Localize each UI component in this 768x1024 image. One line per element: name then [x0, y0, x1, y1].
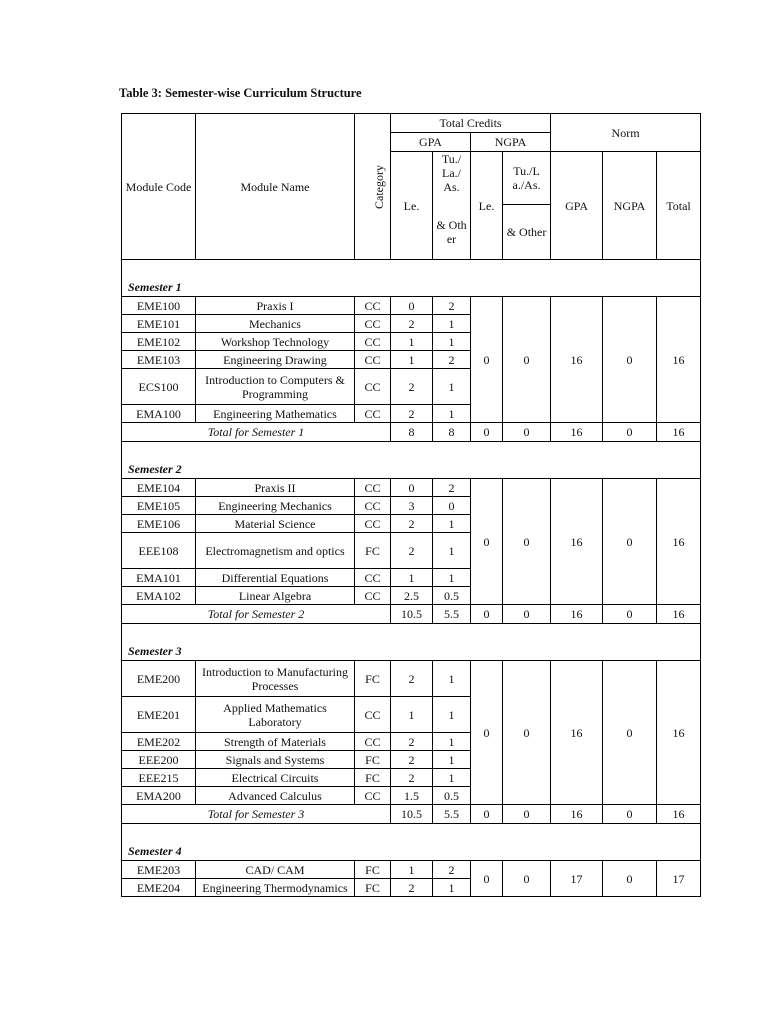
- module-name: Signals and Systems: [196, 751, 355, 769]
- gpa-tu-credits: 1: [433, 569, 471, 587]
- header-gpa-tu-other: & Oth er: [433, 205, 471, 260]
- module-name: Praxis II: [196, 479, 355, 497]
- total-norm-total: 16: [657, 423, 701, 442]
- module-category: FC: [355, 769, 391, 787]
- curriculum-table: [121, 113, 701, 897]
- total-norm-total: 16: [657, 605, 701, 624]
- header-ngpa-tu: Tu./L a./As.: [503, 152, 551, 205]
- norm-gpa-value: 17: [551, 861, 603, 897]
- module-name: Linear Algebra: [196, 587, 355, 605]
- module-code: EME202: [122, 733, 196, 751]
- module-code: EME204: [122, 879, 196, 897]
- module-code: EME105: [122, 497, 196, 515]
- header-ngpa-le: Le.: [471, 152, 503, 260]
- total-norm-gpa: 16: [551, 805, 603, 824]
- gpa-tu-credits: 2: [433, 351, 471, 369]
- module-code: EME203: [122, 861, 196, 879]
- gpa-tu-credits: 1: [433, 661, 471, 697]
- module-category: CC: [355, 479, 391, 497]
- gpa-le-credits: 0: [391, 297, 433, 315]
- header-module-code: Module Code: [122, 114, 196, 260]
- total-ngpa-tu: 0: [503, 423, 551, 442]
- module-category: CC: [355, 497, 391, 515]
- semester-total-label: Total for Semester 3: [122, 805, 391, 824]
- module-name: Strength of Materials: [196, 733, 355, 751]
- ngpa-le-credits: 0: [471, 861, 503, 897]
- norm-ngpa-value: 0: [603, 861, 657, 897]
- header-norm-total: Total: [657, 152, 701, 260]
- gpa-le-credits: 3: [391, 497, 433, 515]
- semester-heading-row: [122, 442, 701, 479]
- module-name: Engineering Mechanics: [196, 497, 355, 515]
- gpa-tu-credits: 1: [433, 405, 471, 423]
- module-row: [122, 861, 701, 879]
- module-code: EME103: [122, 351, 196, 369]
- module-category: CC: [355, 587, 391, 605]
- module-code: EEE108: [122, 533, 196, 569]
- semester-heading-row: [122, 260, 701, 297]
- norm-gpa-value: 16: [551, 479, 603, 605]
- table-header: [122, 114, 701, 260]
- semester-title: Semester 2: [122, 442, 701, 479]
- total-gpa-tu: 8: [433, 423, 471, 442]
- gpa-le-credits: 1: [391, 569, 433, 587]
- gpa-tu-credits: 1: [433, 333, 471, 351]
- ngpa-tu-credits: 0: [503, 479, 551, 605]
- header-norm-gpa: GPA: [551, 152, 603, 260]
- module-category: FC: [355, 661, 391, 697]
- module-code: EME102: [122, 333, 196, 351]
- module-code: EME106: [122, 515, 196, 533]
- total-norm-gpa: 16: [551, 423, 603, 442]
- total-ngpa-le: 0: [471, 423, 503, 442]
- semester-title: Semester 1: [122, 260, 701, 297]
- norm-total-value: 16: [657, 479, 701, 605]
- total-gpa-tu: 5.5: [433, 805, 471, 824]
- module-category: FC: [355, 861, 391, 879]
- table-caption: Table 3: Semester-wise Curriculum Structure: [119, 86, 362, 100]
- module-code: EME101: [122, 315, 196, 333]
- module-name: CAD/ CAM: [196, 861, 355, 879]
- module-name: Electromagnetism and optics: [196, 533, 355, 569]
- total-norm-gpa: 16: [551, 605, 603, 624]
- module-category: CC: [355, 515, 391, 533]
- semester-total-row: [122, 805, 701, 824]
- module-category: CC: [355, 787, 391, 805]
- gpa-le-credits: 2: [391, 315, 433, 333]
- total-norm-total: 16: [657, 805, 701, 824]
- gpa-le-credits: 1: [391, 861, 433, 879]
- header-norm-ngpa: NGPA: [603, 152, 657, 260]
- total-gpa-le: 8: [391, 423, 433, 442]
- module-name: Applied Mathematics Laboratory: [196, 697, 355, 733]
- module-category: CC: [355, 315, 391, 333]
- gpa-tu-credits: 1: [433, 369, 471, 405]
- module-category: CC: [355, 351, 391, 369]
- total-ngpa-tu: 0: [503, 605, 551, 624]
- ngpa-le-credits: 0: [471, 297, 503, 423]
- semester-heading-row: [122, 624, 701, 661]
- total-norm-ngpa: 0: [603, 423, 657, 442]
- header-module-name: Module Name: [196, 114, 355, 260]
- module-name: Praxis I: [196, 297, 355, 315]
- semester-title: Semester 3: [122, 624, 701, 661]
- module-code: EME100: [122, 297, 196, 315]
- norm-gpa-value: 16: [551, 661, 603, 805]
- module-name: Differential Equations: [196, 569, 355, 587]
- module-category: CC: [355, 333, 391, 351]
- module-category: CC: [355, 569, 391, 587]
- gpa-tu-credits: 1: [433, 733, 471, 751]
- gpa-le-credits: 2: [391, 879, 433, 897]
- module-category: CC: [355, 697, 391, 733]
- semester-total-label: Total for Semester 1: [122, 423, 391, 442]
- gpa-tu-credits: 0.5: [433, 587, 471, 605]
- module-name: Workshop Technology: [196, 333, 355, 351]
- gpa-tu-credits: 2: [433, 297, 471, 315]
- module-row: [122, 479, 701, 497]
- header-gpa: GPA: [391, 133, 471, 152]
- module-name: Introduction to Computers & Programming: [196, 369, 355, 405]
- norm-total-value: 16: [657, 297, 701, 423]
- gpa-tu-credits: 1: [433, 879, 471, 897]
- gpa-le-credits: 2: [391, 733, 433, 751]
- module-code: EME200: [122, 661, 196, 697]
- semester-total-row: [122, 423, 701, 442]
- gpa-le-credits: 2: [391, 369, 433, 405]
- total-norm-ngpa: 0: [603, 805, 657, 824]
- ngpa-tu-credits: 0: [503, 861, 551, 897]
- gpa-le-credits: 0: [391, 479, 433, 497]
- gpa-le-credits: 2: [391, 661, 433, 697]
- module-name: Mechanics: [196, 315, 355, 333]
- header-norm: Norm: [551, 114, 701, 152]
- norm-ngpa-value: 0: [603, 479, 657, 605]
- semester-title: Semester 4: [122, 824, 701, 861]
- ngpa-tu-credits: 0: [503, 661, 551, 805]
- module-name: Engineering Thermodynamics: [196, 879, 355, 897]
- header-ngpa-tu-other: & Other: [503, 205, 551, 260]
- gpa-tu-credits: 2: [433, 479, 471, 497]
- module-category: CC: [355, 405, 391, 423]
- gpa-le-credits: 1: [391, 333, 433, 351]
- module-code: EME104: [122, 479, 196, 497]
- gpa-tu-credits: 1: [433, 769, 471, 787]
- header-ngpa: NGPA: [471, 133, 551, 152]
- total-gpa-le: 10.5: [391, 805, 433, 824]
- module-name: Introduction to Manufacturing Processes: [196, 661, 355, 697]
- module-code: EEE200: [122, 751, 196, 769]
- module-category: CC: [355, 369, 391, 405]
- gpa-le-credits: 1: [391, 351, 433, 369]
- module-row: [122, 661, 701, 697]
- norm-gpa-value: 16: [551, 297, 603, 423]
- module-category: FC: [355, 751, 391, 769]
- gpa-tu-credits: 1: [433, 533, 471, 569]
- gpa-tu-credits: 0: [433, 497, 471, 515]
- module-name: Engineering Mathematics: [196, 405, 355, 423]
- ngpa-tu-credits: 0: [503, 297, 551, 423]
- header-category: Category: [355, 114, 391, 260]
- semester-total-row: [122, 605, 701, 624]
- gpa-tu-credits: 0.5: [433, 787, 471, 805]
- gpa-tu-credits: 1: [433, 315, 471, 333]
- module-category: FC: [355, 879, 391, 897]
- module-category: CC: [355, 733, 391, 751]
- module-name: Material Science: [196, 515, 355, 533]
- gpa-le-credits: 2: [391, 533, 433, 569]
- module-code: EMA200: [122, 787, 196, 805]
- module-code: ECS100: [122, 369, 196, 405]
- module-code: EMA102: [122, 587, 196, 605]
- gpa-le-credits: 2: [391, 751, 433, 769]
- header-gpa-le: Le.: [391, 152, 433, 260]
- module-code: EMA100: [122, 405, 196, 423]
- module-row: [122, 297, 701, 315]
- gpa-le-credits: 1: [391, 697, 433, 733]
- table-body: [122, 260, 701, 897]
- gpa-tu-credits: 1: [433, 697, 471, 733]
- semester-heading-row: [122, 824, 701, 861]
- gpa-le-credits: 2: [391, 405, 433, 423]
- ngpa-le-credits: 0: [471, 479, 503, 605]
- gpa-le-credits: 2: [391, 769, 433, 787]
- norm-total-value: 17: [657, 861, 701, 897]
- norm-ngpa-value: 0: [603, 661, 657, 805]
- norm-total-value: 16: [657, 661, 701, 805]
- gpa-le-credits: 2.5: [391, 587, 433, 605]
- gpa-tu-credits: 2: [433, 861, 471, 879]
- total-gpa-tu: 5.5: [433, 605, 471, 624]
- module-name: Electrical Circuits: [196, 769, 355, 787]
- module-code: EME201: [122, 697, 196, 733]
- module-category: FC: [355, 533, 391, 569]
- gpa-tu-credits: 1: [433, 751, 471, 769]
- gpa-tu-credits: 1: [433, 515, 471, 533]
- ngpa-le-credits: 0: [471, 661, 503, 805]
- semester-total-label: Total for Semester 2: [122, 605, 391, 624]
- gpa-le-credits: 2: [391, 515, 433, 533]
- module-code: EEE215: [122, 769, 196, 787]
- module-category: CC: [355, 297, 391, 315]
- total-gpa-le: 10.5: [391, 605, 433, 624]
- module-name: Advanced Calculus: [196, 787, 355, 805]
- total-ngpa-le: 0: [471, 805, 503, 824]
- module-name: Engineering Drawing: [196, 351, 355, 369]
- total-ngpa-le: 0: [471, 605, 503, 624]
- gpa-le-credits: 1.5: [391, 787, 433, 805]
- header-total-credits: Total Credits: [391, 114, 551, 133]
- header-gpa-tu: Tu./ La./ As.: [433, 152, 471, 205]
- total-norm-ngpa: 0: [603, 605, 657, 624]
- total-ngpa-tu: 0: [503, 805, 551, 824]
- norm-ngpa-value: 0: [603, 297, 657, 423]
- module-code: EMA101: [122, 569, 196, 587]
